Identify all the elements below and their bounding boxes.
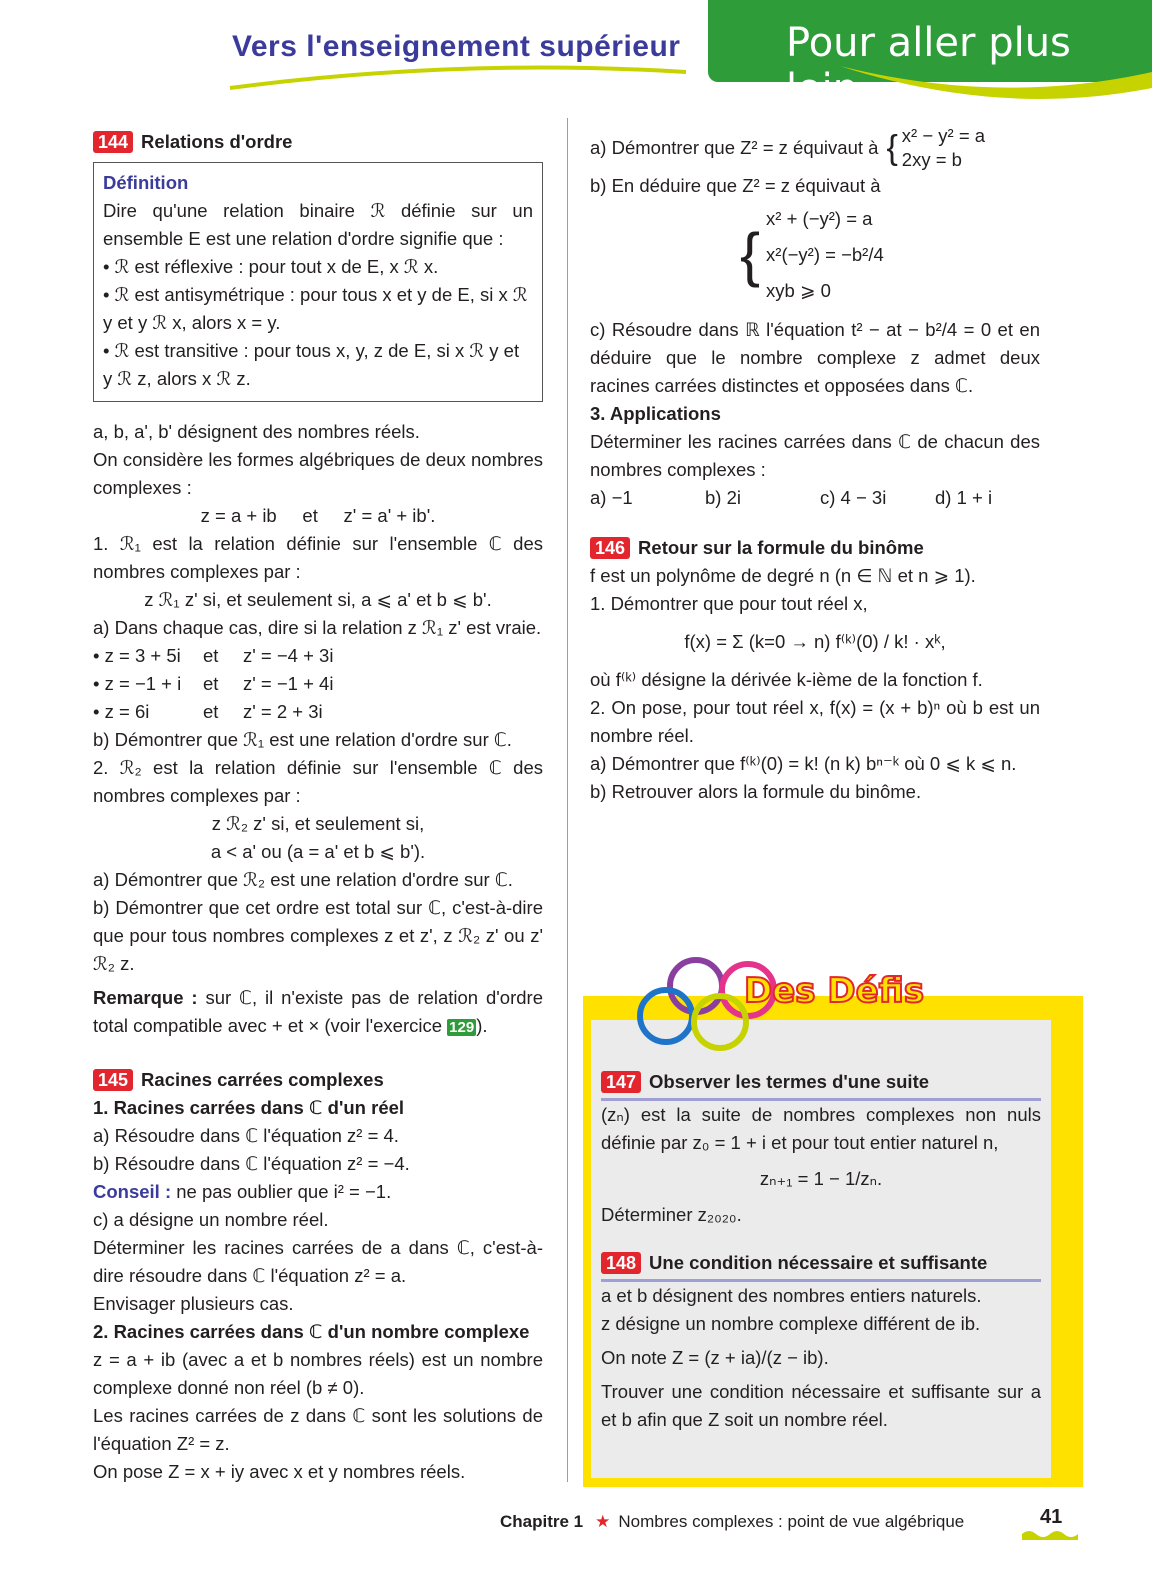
text-line: Envisager plusieurs cas.: [93, 1293, 294, 1314]
text-line: z = a + ib (avec a et b nombres réels) est un nombre complexe donné non réel (b ≠ 0).: [93, 1349, 543, 1398]
definition-line: • ℛ est transitive : pour tous x, y, z de E, si x ℛ y et y ℛ z, alors x ℛ z.: [103, 340, 520, 389]
options-row: [590, 484, 1040, 512]
question-1b: b) Démontrer que ℛ₁ est une relation d'ordre sur ℂ.: [93, 729, 512, 750]
remark-end: ).: [476, 1015, 488, 1036]
footer-chapter: Chapitre 1: [500, 1512, 584, 1531]
exercise-144-heading: [93, 128, 543, 156]
question-2a: a) Démontrer que f⁽ᵏ⁾(0) = k! (n k) bⁿ⁻ᵏ où 0 ⩽ k ⩽ n.: [590, 753, 1017, 774]
footer-title: Nombres complexes : point de vue algébrique: [618, 1512, 965, 1531]
exercise-number: 145: [93, 1069, 133, 1091]
option: b) 2i: [705, 487, 741, 508]
formula: z ℛ₁ z' si, et seulement si, a ⩽ a' et b ⩽ b'.: [144, 589, 492, 610]
footer: [500, 1512, 964, 1532]
question-1a: a) Résoudre dans ℂ l'équation z² = 4.: [93, 1125, 399, 1146]
question-2b: b) Retrouver alors la formule du binôme.: [590, 781, 922, 802]
text-line: (zₙ) est la suite de nombres complexes non nuls définie par z₀ = 1 + i et pour tout entier naturel n,: [601, 1104, 1041, 1153]
option: c) 4 − 3i: [820, 487, 887, 508]
text-line: On pose Z = x + iy avec x et y nombres réels.: [93, 1461, 466, 1482]
brace-icon: {: [886, 129, 898, 167]
text-line: f est un polynôme de degré n (n ∈ ℕ et n ⩾ 1).: [590, 565, 976, 586]
question-1: 1. Démontrer que pour tout réel x,: [590, 593, 868, 614]
formula: z ℛ₂ z' si, et seulement si,: [211, 813, 425, 834]
formula: f(x) = Σ (k=0 → n) f⁽ᵏ⁾(0) / k! · xᵏ,: [684, 631, 946, 652]
exercise-ref-link[interactable]: 129: [449, 1019, 475, 1036]
exercise-number: 144: [93, 131, 133, 153]
question-2a: a) Démontrer que ℛ₂ est une relation d'ordre sur ℂ.: [93, 869, 513, 890]
definition-box: [93, 162, 543, 402]
remark-label: Remarque :: [93, 987, 198, 1008]
definition-line: Dire qu'une relation binaire ℛ définie sur un ensemble E est une relation d'ordre signifie que :: [103, 200, 533, 249]
system: x² + (−y²) = a x²(−y²) = −b²/4 xyb ⩾ 0: [766, 208, 884, 301]
tip-text: ne pas oublier que i² = −1.: [176, 1181, 392, 1202]
formula: zₙ₊₁ = 1 − 1/zₙ.: [759, 1168, 883, 1189]
header-right-title: Pour aller plus loin: [786, 20, 1071, 112]
option: a) −1: [590, 487, 633, 508]
text-line: z désigne un nombre complexe différent de ib.: [601, 1313, 981, 1334]
case-row: • z = 3 + 5i et z' = −4 + 3i: [93, 645, 334, 666]
remark-text: sur ℂ, il n'existe pas de relation d'ordre total compatible avec + et × (voir l'exercice: [93, 987, 543, 1036]
section-2-title: 2. Racines carrées dans ℂ d'un nombre complexe: [93, 1321, 530, 1342]
definition-line: • ℛ est antisymétrique : pour tous x et y de E, si x ℛ y et y ℛ x, alors x = y.: [103, 284, 528, 333]
header-left-title: Vers l'enseignement supérieur: [232, 30, 681, 63]
question-1a: a) Dans chaque cas, dire si la relation z ℛ₁ z' est vraie.: [93, 617, 542, 638]
exercise-number: 147: [601, 1071, 641, 1093]
defis-column: [601, 1068, 1041, 1434]
exercise-title: Observer les termes d'une suite: [649, 1071, 930, 1092]
question-1: 1. ℛ₁ est la relation définie sur l'ensemble ℂ des nombres complexes par :: [93, 533, 543, 582]
left-column: [93, 128, 543, 1486]
exercise-title: Relations d'ordre: [141, 131, 293, 152]
exercise-147-heading: [601, 1068, 1041, 1101]
exercise-title: Une condition nécessaire et suffisante: [649, 1252, 988, 1273]
logo-text: Des Défis: [744, 971, 925, 1011]
tip: [93, 1178, 543, 1206]
definition-line: • ℛ est réflexive : pour tout x de E, x ℛ x.: [103, 256, 439, 277]
page-number: 41: [1040, 1506, 1063, 1528]
option: d) 1 + i: [935, 487, 993, 508]
question-2a-row: [590, 124, 1040, 172]
column-divider: [567, 118, 568, 1482]
text-line: Déterminer les racines carrées dans ℂ de chacun des nombres complexes :: [590, 431, 1040, 480]
section-1-title: 1. Racines carrées dans ℂ d'un réel: [93, 1097, 405, 1118]
exercise-146-heading: [590, 534, 1040, 562]
exercise-148-heading: [601, 1249, 1041, 1282]
formula: a < a' ou (a = a' et b ⩽ b').: [210, 841, 426, 862]
exercise-number: 146: [590, 537, 630, 559]
exercise-title: Retour sur la formule du binôme: [638, 537, 924, 558]
text-line: Les racines carrées de z dans ℂ sont les solutions de l'équation Z² = z.: [93, 1405, 543, 1454]
question-2c: c) Résoudre dans ℝ l'équation t² − at − b²/4 = 0 et en déduire que le nombre complexe z admet deux racines carrées distinctes et opposées dans ℂ.: [590, 319, 1040, 396]
page-wave-decoration: [1022, 1528, 1078, 1540]
text-line: où f⁽ᵏ⁾ désigne la dérivée k-ième de la fonction f.: [590, 669, 983, 690]
case-list: [93, 642, 543, 726]
question-2: 2. ℛ₂ est la relation définie sur l'ensemble ℂ des nombres complexes par :: [93, 757, 543, 806]
tip-label: Conseil :: [93, 1181, 172, 1202]
exercise-145-heading: [93, 1066, 543, 1094]
formula: On note Z = (z + ia)/(z − ib).: [601, 1347, 829, 1368]
text-line: Déterminer z₂₀₂₀.: [601, 1204, 742, 1225]
text-line: a, b, a', b' désignent des nombres réels.: [93, 421, 420, 442]
text-line: a et b désignent des nombres entiers naturels.: [601, 1285, 982, 1306]
definition-title: Définition: [103, 172, 189, 193]
text-line: On considère les formes algébriques de deux nombres complexes :: [93, 449, 543, 498]
case-row: • z = 6i et z' = 2 + 3i: [93, 701, 323, 722]
right-column: [590, 124, 1040, 806]
system-2b: [740, 200, 1040, 310]
des-defis-logo: [636, 956, 925, 1056]
question-1b: b) Résoudre dans ℂ l'équation z² = −4.: [93, 1153, 410, 1174]
case-row: • z = −1 + i et z' = −1 + 4i: [93, 673, 334, 694]
remark: [93, 984, 543, 1042]
question-2b: b) En déduire que Z² = z équivaut à: [590, 175, 881, 196]
question-2: 2. On pose, pour tout réel x, f(x) = (x + b)ⁿ où b est un nombre réel.: [590, 697, 1040, 746]
exercise-number: 148: [601, 1252, 641, 1274]
header-arc-decoration: [228, 64, 688, 92]
question-2a: a) Démontrer que Z² = z équivaut à: [590, 137, 879, 158]
brace-icon: {: [740, 221, 761, 288]
star-icon: ★: [595, 1512, 611, 1531]
question-2b: b) Démontrer que cet ordre est total sur ℂ, c'est-à-dire que pour tous nombres complexes z et z', z ℛ₂ z' ou z' ℛ₂ z.: [93, 897, 543, 974]
formula: z = a + ib et z' = a' + ib'.: [200, 505, 436, 526]
section-3-title: 3. Applications: [590, 403, 721, 424]
text-line: Déterminer les racines carrées de a dans ℂ, c'est-à-dire résoudre dans ℂ l'équation z² = a.: [93, 1237, 543, 1286]
exercise-title: Racines carrées complexes: [141, 1069, 384, 1090]
question-1c: c) a désigne un nombre réel.: [93, 1209, 329, 1230]
system: x² − y² = a 2xy = b: [901, 125, 986, 170]
text-line: Trouver une condition nécessaire et suffisante sur a et b afin que Z soit un nombre réel.: [601, 1381, 1041, 1430]
